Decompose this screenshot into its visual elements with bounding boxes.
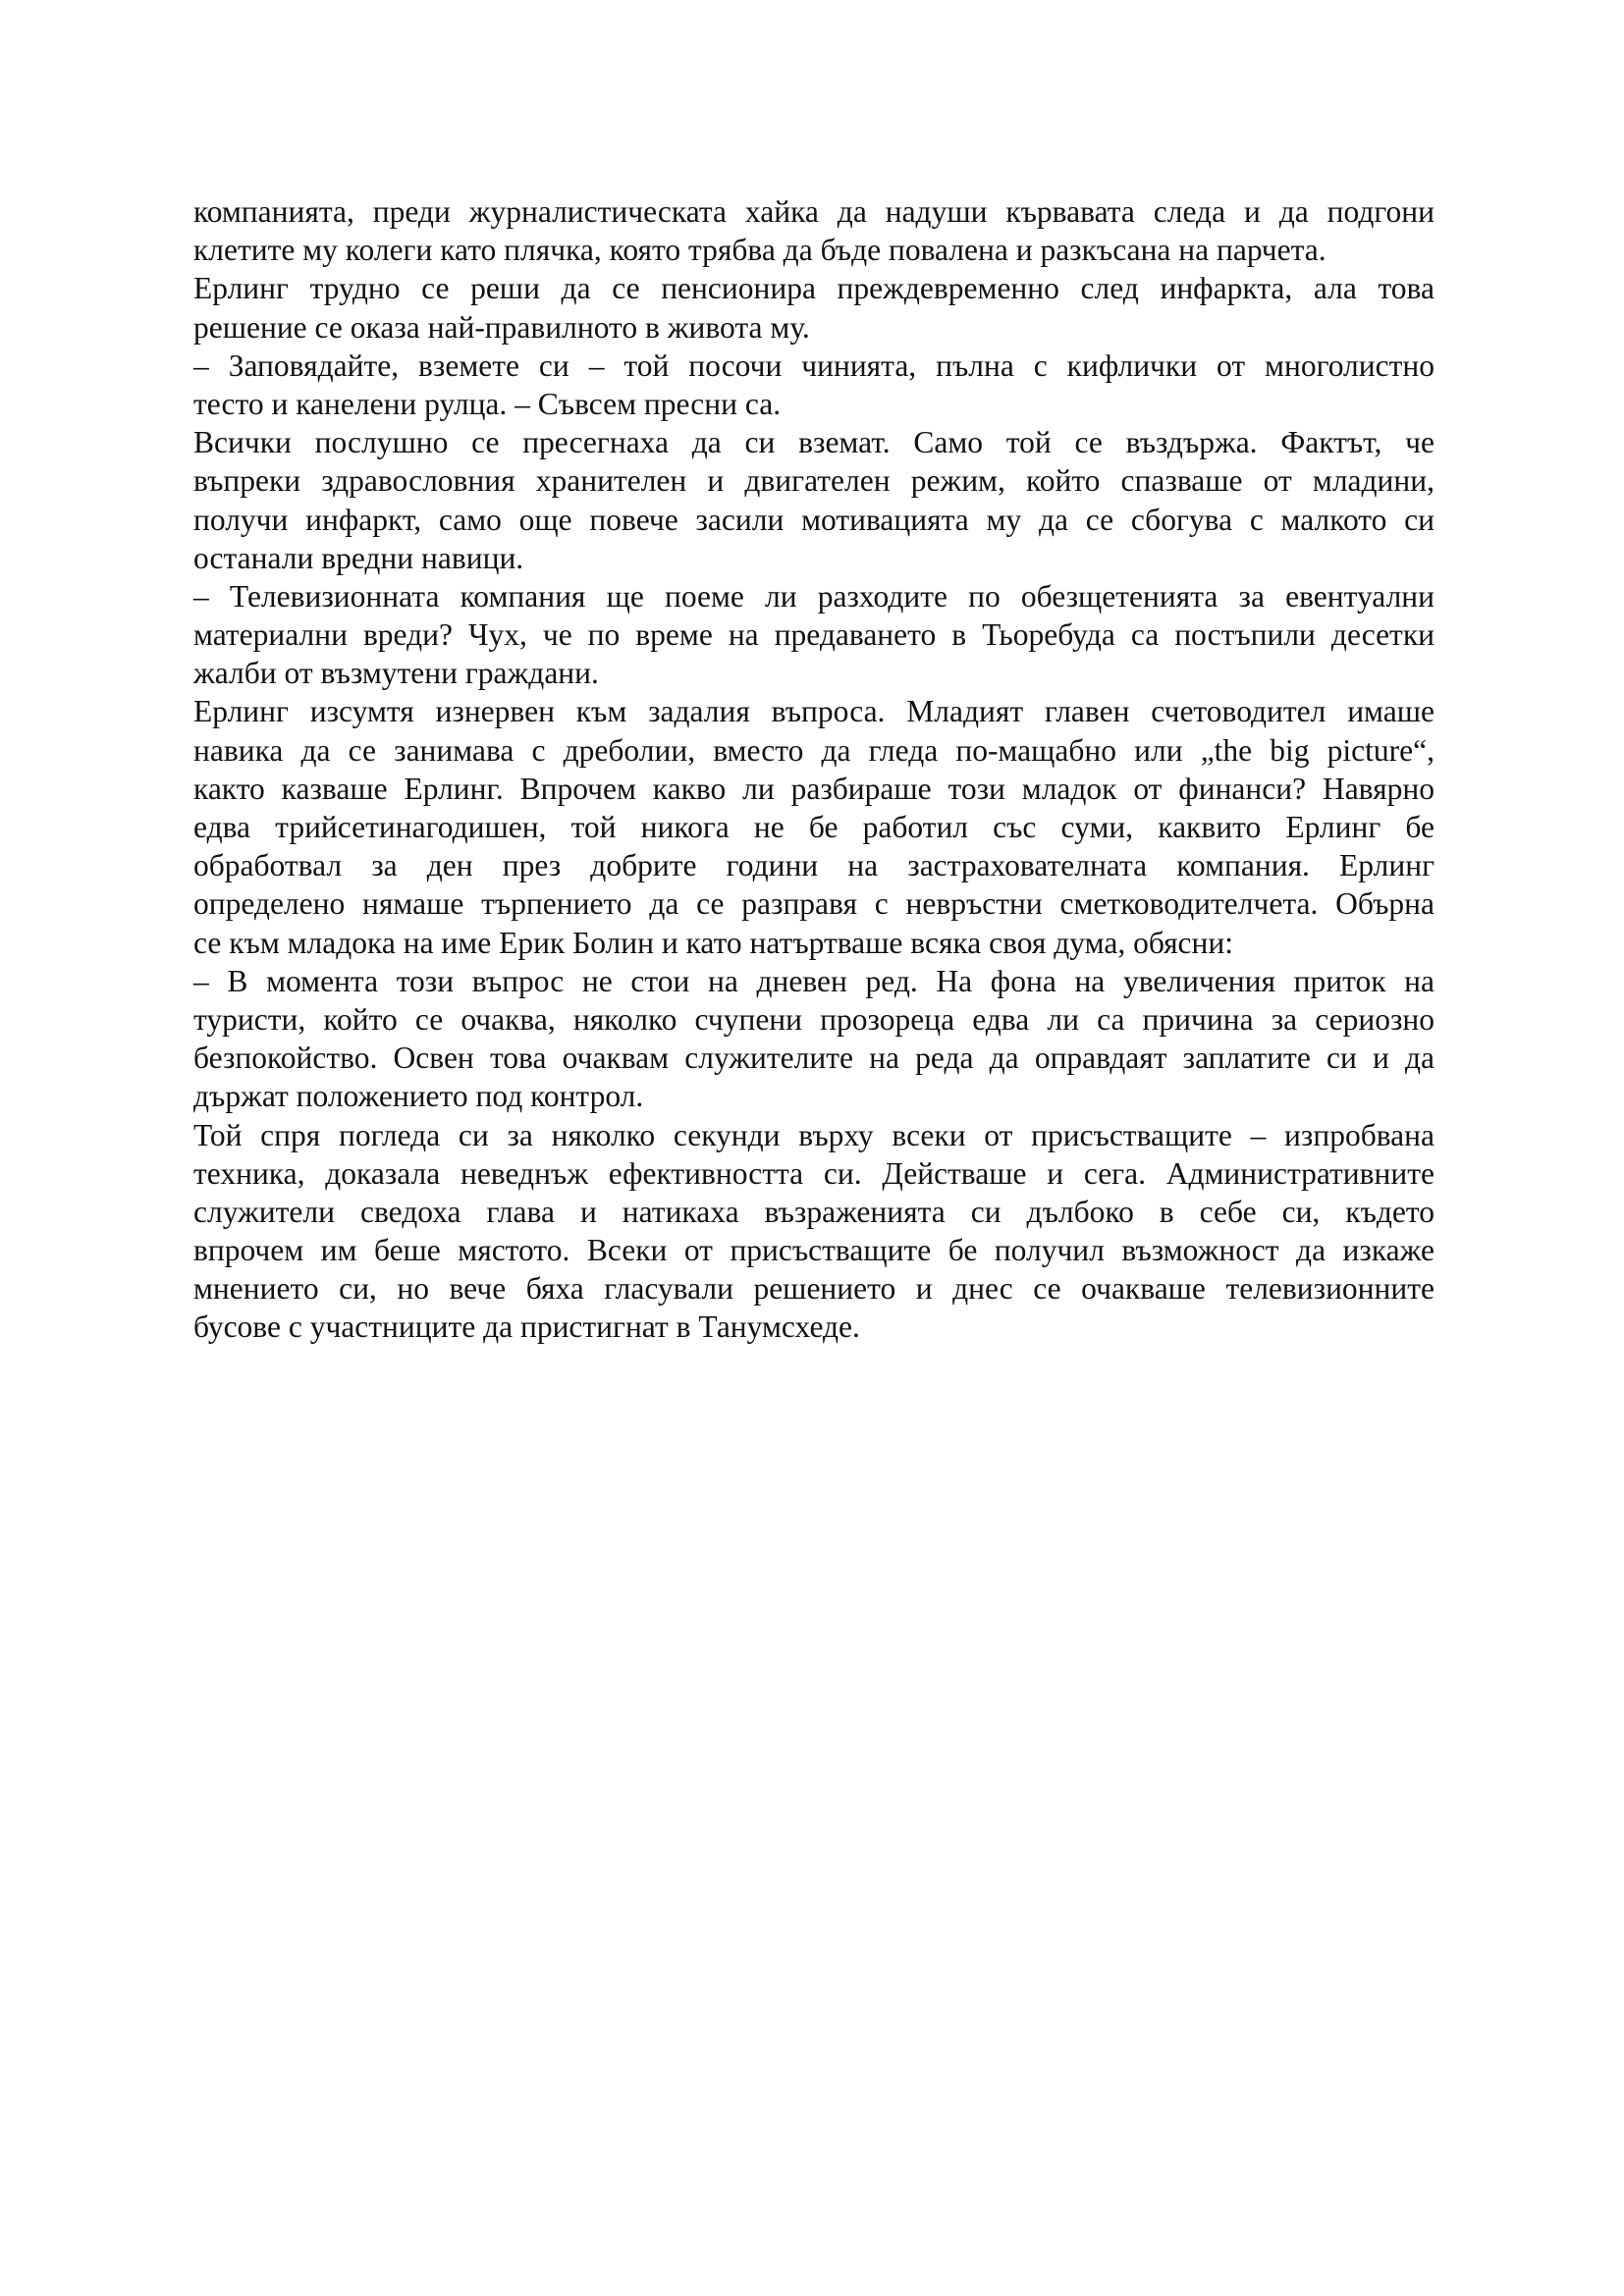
text-line: Той спря погледа си за няколко секунди върху всеки от присъстващите – изпробвана xyxy=(193,1117,1435,1152)
paragraph xyxy=(193,1116,1435,1347)
text-line: определено нямаше търпението да се разправя с невръстни сметководителчета. Обърна xyxy=(193,886,1435,922)
text-line: както казваше Ерлинг. Впрочем какво ли разбираше този младок от финанси? Навярно xyxy=(193,771,1435,806)
text-line: останали вредни навици. xyxy=(193,540,524,575)
text-line: се към младока на име Ерик Болин и като натъртваше всяка своя дума, обясни: xyxy=(193,925,1234,960)
text-line: безпокойство. Освен това очаквам служителите на реда да оправдаят заплатите си и да xyxy=(193,1041,1435,1076)
paragraph xyxy=(193,423,1435,577)
text-line: Ерлинг трудно се реши да се пенсионира преждевременно след инфаркта, ала това xyxy=(193,271,1435,306)
text-line: получи инфаркт, само още повече засили мотивацията му да се сбогува с малкото си xyxy=(193,502,1435,537)
text-line: техника, доказала неведнъж ефективността си. Действаше и сега. Административните xyxy=(193,1155,1435,1191)
text-line: компанията, преди журналистическата хайка да надуши кървавата следа и да подгони xyxy=(193,194,1435,229)
text-line: въпреки здравословния хранителен и двигателен режим, който спазваше от младини, xyxy=(193,463,1435,499)
text-line: – Заповядайте, вземете си – той посочи чинията, пълна с кифлички от многолистно xyxy=(193,347,1435,383)
document-body xyxy=(193,192,1435,1347)
text-line: – В момента този въпрос не стои на дневен ред. На фона на увеличения приток на xyxy=(193,963,1435,998)
paragraph xyxy=(193,962,1435,1116)
text-line: впрочем им беше мястото. Всеки от присъстващите бе получил възможност да изкаже xyxy=(193,1233,1435,1268)
paragraph xyxy=(193,192,1435,269)
text-line: държат положението под контрол. xyxy=(193,1079,644,1114)
text-line: Ерлинг изсумтя изнервен към задалия въпроса. Младият главен счетоводител имаше xyxy=(193,694,1435,729)
paragraph xyxy=(193,692,1435,961)
paragraph xyxy=(193,269,1435,346)
text-line: обработвал за ден през добрите години на застрахователната компания. Ерлинг xyxy=(193,848,1435,883)
text-line: бусове с участниците да пристигнат в Танумсхеде. xyxy=(193,1309,860,1345)
text-line: Всички послушно се пресегнаха да си вземат. Само той се въздържа. Фактът, че xyxy=(193,425,1435,460)
text-line: навика да се занимава с дреболии, вместо да гледа по-мащабно или „the big picture“, xyxy=(193,732,1435,768)
text-line: жалби от възмутени граждани. xyxy=(193,656,599,691)
text-line: клетите му колеги като плячка, която трябва да бъде повалена и разкъсана на парчета. xyxy=(193,233,1326,268)
text-line: – Телевизионната компания ще поеме ли разходите по обезщетенията за евентуални xyxy=(193,578,1435,614)
text-line: мнението си, но вече бяха гласували решението и днес се очакваше телевизионните xyxy=(193,1271,1435,1307)
text-line: тесто и канелени рулца. – Съвсем пресни са. xyxy=(193,386,782,421)
text-line: туристи, който се очаква, няколко счупени прозореца едва ли са причина за сериозно xyxy=(193,1001,1435,1037)
paragraph xyxy=(193,577,1435,693)
text-line: служители сведоха глава и натикаха възраженията си дълбоко в себе си, където xyxy=(193,1194,1435,1229)
text-line: материални вреди? Чух, че по време на предаването в Тьоребуда са постъпили десетки xyxy=(193,617,1435,653)
text-line: решение се оказа най-правилното в живота му. xyxy=(193,309,810,345)
text-line: едва трийсетинагодишен, той никога не бе работил със суми, каквито Ерлинг бе xyxy=(193,810,1435,844)
paragraph xyxy=(193,347,1435,423)
